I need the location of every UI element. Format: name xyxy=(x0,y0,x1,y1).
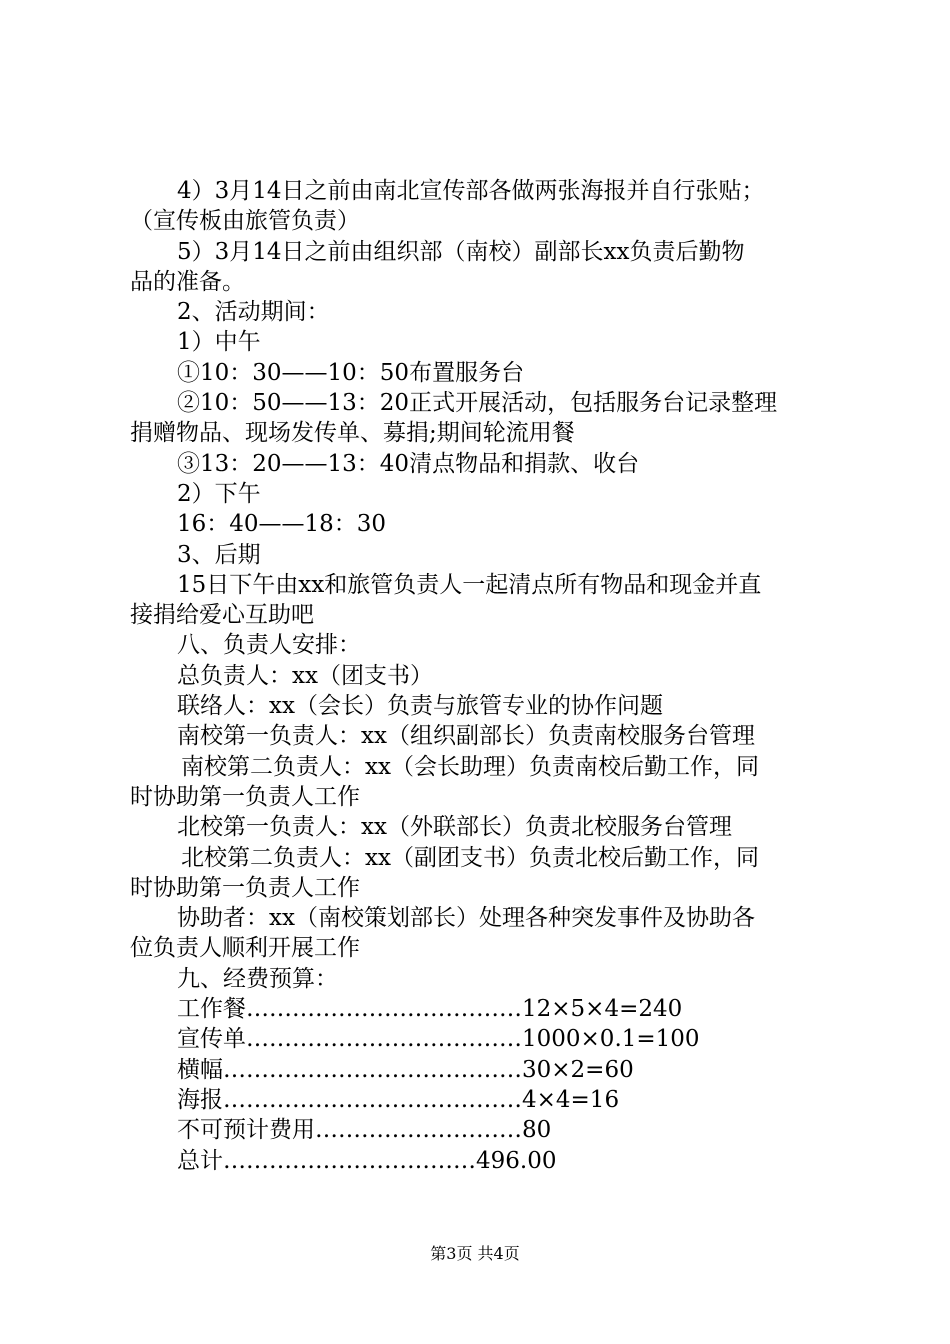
text-line: 总负责人：xx（团支书） xyxy=(177,662,433,689)
budget-line: 不可预计费用………………………80 xyxy=(177,1117,552,1144)
text-line: ①10：30——10：50布置服务台 xyxy=(177,359,525,386)
text-line: 15日下午由xx和旅管负责人一起清点所有物品和现金并直 xyxy=(177,571,762,598)
text-line: 16：40——18：30 xyxy=(177,511,387,538)
page-number-footer: 第3页 共4页 xyxy=(430,1244,520,1263)
text-line: 2）下午 xyxy=(177,480,261,507)
text-line: 捐赠物品、现场发传单、募捐;期间轮流用餐 xyxy=(130,420,575,447)
text-line: 1）中午 xyxy=(177,329,261,356)
text-line: 联络人：xx（会长）负责与旅管专业的协作问题 xyxy=(177,693,663,720)
budget-line: 横幅…………………………………30×2=60 xyxy=(177,1056,634,1083)
text-line: 时协助第一负责人工作 xyxy=(130,874,360,901)
text-line: 北校第二负责人：xx（副团支书）负责北校后勤工作，同 xyxy=(181,844,759,871)
text-line: 3、后期 xyxy=(177,541,261,568)
text-line: 位负责人顺利开展工作 xyxy=(130,935,360,962)
text-line: 九、经费预算： xyxy=(177,965,338,992)
text-line: 时协助第一负责人工作 xyxy=(130,783,360,810)
budget-line: 宣传单………………………………1000×0.1=100 xyxy=(177,1026,700,1053)
text-line: 协助者：xx（南校策划部长）处理各种突发事件及协助各 xyxy=(177,905,755,932)
text-line: ②10：50——13：20正式开展活动，包括服务台记录整理 xyxy=(177,390,778,417)
budget-line: 海报…………………………………4×4=16 xyxy=(177,1086,620,1113)
text-line: 北校第一负责人：xx（外联部长）负责北校服务台管理 xyxy=(177,814,732,841)
text-line: 5）3月14日之前由组织部（南校）副部长xx负责后勤物 xyxy=(177,238,745,265)
text-line: 南校第二负责人：xx（会长助理）负责南校后勤工作，同 xyxy=(181,753,759,780)
budget-total-line: 总计……………………………496.00 xyxy=(177,1147,557,1174)
text-line: （宣传板由旅管负责） xyxy=(130,208,360,235)
text-line: 接捐给爱心互助吧 xyxy=(130,602,314,629)
text-line: 南校第一负责人：xx（组织副部长）负责南校服务台管理 xyxy=(177,723,755,750)
text-line: ③13：20——13：40清点物品和捐款、收台 xyxy=(177,450,640,477)
budget-line: 工作餐………………………………12×5×4=240 xyxy=(177,996,683,1023)
document-body xyxy=(130,176,835,1176)
text-line: 4）3月14日之前由南北宣传部各做两张海报并自行张贴； xyxy=(177,178,765,204)
text-line: 2、活动期间： xyxy=(177,299,330,326)
text-line: 品的准备。 xyxy=(130,268,245,295)
text-line: 八、负责人安排： xyxy=(177,632,361,659)
